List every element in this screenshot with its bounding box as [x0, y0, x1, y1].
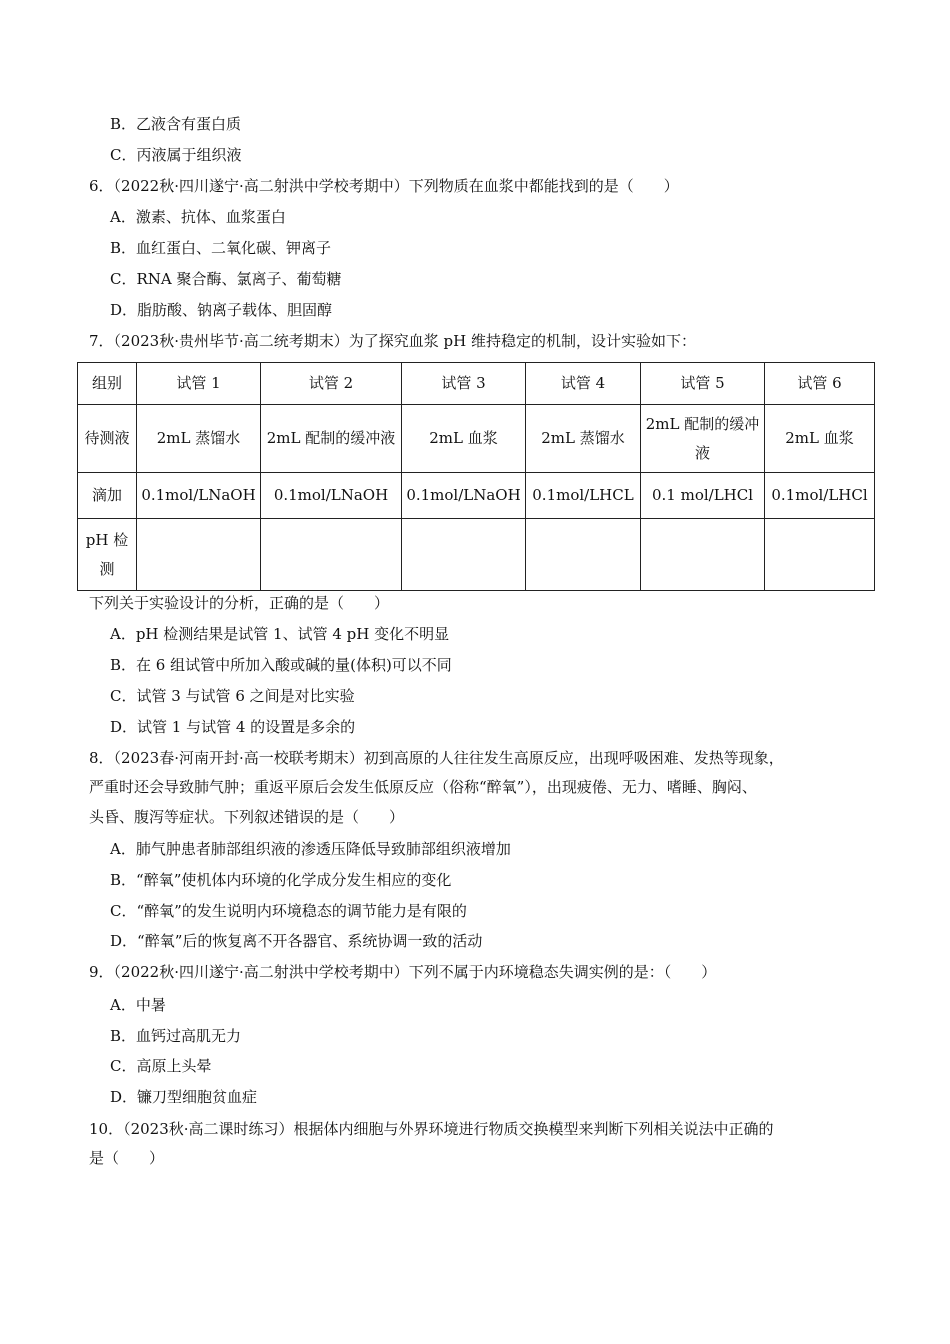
- q9-stem: 9．（2022秋·四川遂宁·高二射洪中学校考期中）下列不属于内环境稳态失调实例的是：（ ）: [89, 963, 717, 981]
- table-cell: 试管 4: [526, 363, 641, 405]
- table-cell: [261, 519, 402, 591]
- q9-option-c: C．高原上头晕: [110, 1057, 212, 1075]
- q8-stem-line-3: 头昏、腹泻等症状。下列叙述错误的是（ ）: [89, 808, 405, 826]
- q8-option-d: D．“醉氧”后的恢复离不开各器官、系统协调一致的活动: [110, 932, 483, 950]
- table-cell: 2mL 蒸馏水: [526, 405, 641, 473]
- q8-stem-line-1: 8．（2023春·河南开封·高一校联考期末）初到高原的人往往发生高原反应，出现呼吸困难、发热等现象，: [89, 749, 784, 767]
- table-cell: 0.1 mol/LHCl: [641, 473, 765, 519]
- q8-option-b: B．“醉氧”使机体内环境的化学成分发生相应的变化: [110, 871, 452, 889]
- table-cell: [641, 519, 765, 591]
- table-cell: 2mL 蒸馏水: [137, 405, 261, 473]
- table-cell: 组别: [78, 363, 137, 405]
- q8-stem-line-2: 严重时还会导致肺气肿；重返平原后会发生低原反应（俗称“醉氧”），出现疲倦、无力、嗜睡、胸闷、: [89, 778, 757, 796]
- q7-option-a: A．pH 检测结果是试管 1、试管 4 pH 变化不明显: [110, 625, 450, 643]
- table-cell: 试管 2: [261, 363, 402, 405]
- table-header-row: [78, 363, 875, 405]
- table-cell: [402, 519, 526, 591]
- table-cell: [526, 519, 641, 591]
- table-row-add: [78, 473, 875, 519]
- table-cell: 待测液: [78, 405, 137, 473]
- table-cell: [137, 519, 261, 591]
- table-cell: [765, 519, 875, 591]
- table-row-liquid: [78, 405, 875, 473]
- table-cell: 2mL 配制的缓冲液: [641, 405, 765, 473]
- q9-option-d: D．镰刀型细胞贫血症: [110, 1088, 258, 1106]
- table-cell: 2mL 血浆: [402, 405, 526, 473]
- q8-option-c: C．“醉氧”的发生说明内环境稳态的调节能力是有限的: [110, 902, 467, 920]
- q8-option-a: A．肺气肿患者肺部组织液的渗透压降低导致肺部组织液增加: [110, 840, 511, 858]
- q10-stem-line-2: 是（ ）: [89, 1149, 165, 1167]
- table-cell: pH 检测: [78, 519, 137, 591]
- table-cell: 试管 1: [137, 363, 261, 405]
- experiment-table: [77, 362, 875, 591]
- table-cell: 0.1mol/LNaOH: [402, 473, 526, 519]
- table-row-ph: [78, 519, 875, 591]
- q10-stem-line-1: 10．（2023秋·高二课时练习）根据体内细胞与外界环境进行物质交换模型来判断下列相关说法中正确的: [89, 1120, 774, 1138]
- q9-option-a: A．中暑: [110, 996, 166, 1014]
- table-cell: 0.1mol/LHCl: [765, 473, 875, 519]
- table-cell: 试管 3: [402, 363, 526, 405]
- table-cell: 2mL 配制的缓冲液: [261, 405, 402, 473]
- q6-option-d: D．脂肪酸、钠离子载体、胆固醇: [110, 301, 333, 319]
- table-cell: 0.1mol/LNaOH: [261, 473, 402, 519]
- q9-option-b: B．血钙过高肌无力: [110, 1027, 242, 1045]
- q6-option-c: C．RNA 聚合酶、氯离子、葡萄糖: [110, 270, 342, 288]
- q5-option-b: B．乙液含有蛋白质: [110, 115, 242, 133]
- q6-stem: 6．（2022秋·四川遂宁·高二射洪中学校考期中）下列物质在血浆中都能找到的是（ ）: [89, 177, 679, 195]
- q6-option-a: A．激素、抗体、血浆蛋白: [110, 208, 286, 226]
- q7-stem: 7．（2023秋·贵州毕节·高二统考期末）为了探究血浆 pH 维持稳定的机制，设计实验如下：: [89, 332, 696, 350]
- q6-option-b: B．血红蛋白、二氧化碳、钾离子: [110, 239, 332, 257]
- table-cell: 0.1mol/LHCL: [526, 473, 641, 519]
- q5-option-c: C．丙液属于组织液: [110, 146, 242, 164]
- table-cell: 滴加: [78, 473, 137, 519]
- q7-option-d: D．试管 1 与试管 4 的设置是多余的: [110, 718, 356, 736]
- table-cell: 试管 5: [641, 363, 765, 405]
- q7-option-b: B．在 6 组试管中所加入酸或碱的量(体积)可以不同: [110, 656, 452, 674]
- q7-question: 下列关于实验设计的分析，正确的是（ ）: [89, 594, 390, 612]
- table-cell: 试管 6: [765, 363, 875, 405]
- q7-option-c: C．试管 3 与试管 6 之间是对比实验: [110, 687, 355, 705]
- table-cell: 2mL 血浆: [765, 405, 875, 473]
- table-cell: 0.1mol/LNaOH: [137, 473, 261, 519]
